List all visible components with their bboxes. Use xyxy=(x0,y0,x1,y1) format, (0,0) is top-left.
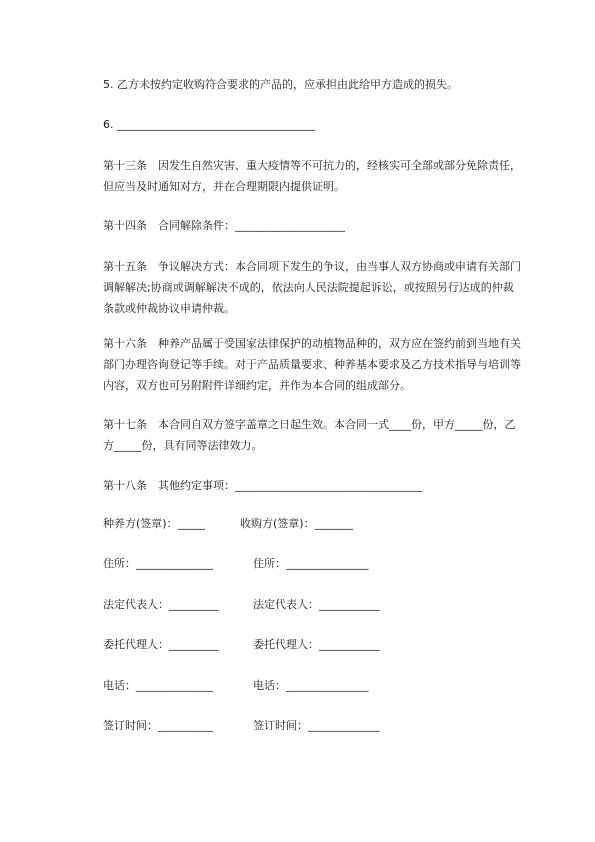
clause-item-5: 5. 乙方未按约定收购符合要求的产品的，应承担由此给甲方造成的损失。 xyxy=(103,78,458,91)
signature-row-phone xyxy=(103,676,523,696)
signature-row-signer xyxy=(103,514,523,534)
party-a-phone-field: 电话：______________ xyxy=(103,679,213,692)
party-b-agent-field: 委托代理人：___________ xyxy=(253,638,380,651)
party-b-phone-field: 电话：_______________ xyxy=(253,679,369,692)
article-13: 第十三条 因发生自然灾害、重大疫情等不可抗力的，经核实可全部或部分免除责任，但应当及时通知对方，并在合理期限内提供证明。 xyxy=(103,159,521,193)
signature-row-legal-rep xyxy=(103,595,523,615)
party-b-date-field: 签订时间：_____________ xyxy=(253,719,380,732)
party-a-signature-field: 种养方(签章)：_____ xyxy=(103,517,206,530)
article-15: 第十五条 争议解决方式：本合同项下发生的争议，由当事人双方协商或申请有关部门调解解决;协商或调解解决不成的，依法向人民法院提起诉讼，或按照另行达成的仲裁条款或仲裁协议申请仲裁。 xyxy=(103,260,521,315)
signature-row-date xyxy=(103,716,523,736)
party-a-legal-rep-field: 法定代表人：_________ xyxy=(103,598,219,611)
party-a-agent-field: 委托代理人：_________ xyxy=(103,638,219,651)
signature-row-address xyxy=(103,554,523,574)
party-a-date-field: 签订时间：__________ xyxy=(103,719,213,732)
party-a-address-field: 住所：______________ xyxy=(103,557,213,570)
article-14: 第十四条 合同解除条件：____________________ xyxy=(103,219,345,232)
signature-row-agent xyxy=(103,635,523,655)
party-b-signature-field: 收购方(签章)：_______ xyxy=(240,517,354,530)
clause-item-6: 6. ____________________________________ xyxy=(103,118,315,131)
party-b-address-field: 住所：_______________ xyxy=(253,557,369,570)
party-b-legal-rep-field: 法定代表人：___________ xyxy=(253,598,380,611)
article-18: 第十八条 其他约定事项：__________________________________ xyxy=(103,479,422,492)
article-16: 第十六条 种养产品属于受国家法律保护的动植物品种的，双方应在签约前到当地有关部门办理咨询登记等手续。对于产品质量要求、种养基本要求及乙方技术指导与培训等内容，双方也可另附附件详细约定，并作为本合同的组成部分。 xyxy=(103,337,521,392)
article-17: 第十七条 本合同自双方签字盖章之日起生效。本合同一式____份，甲方_____份，乙方_____份，具有同等法律效力。 xyxy=(103,418,516,452)
